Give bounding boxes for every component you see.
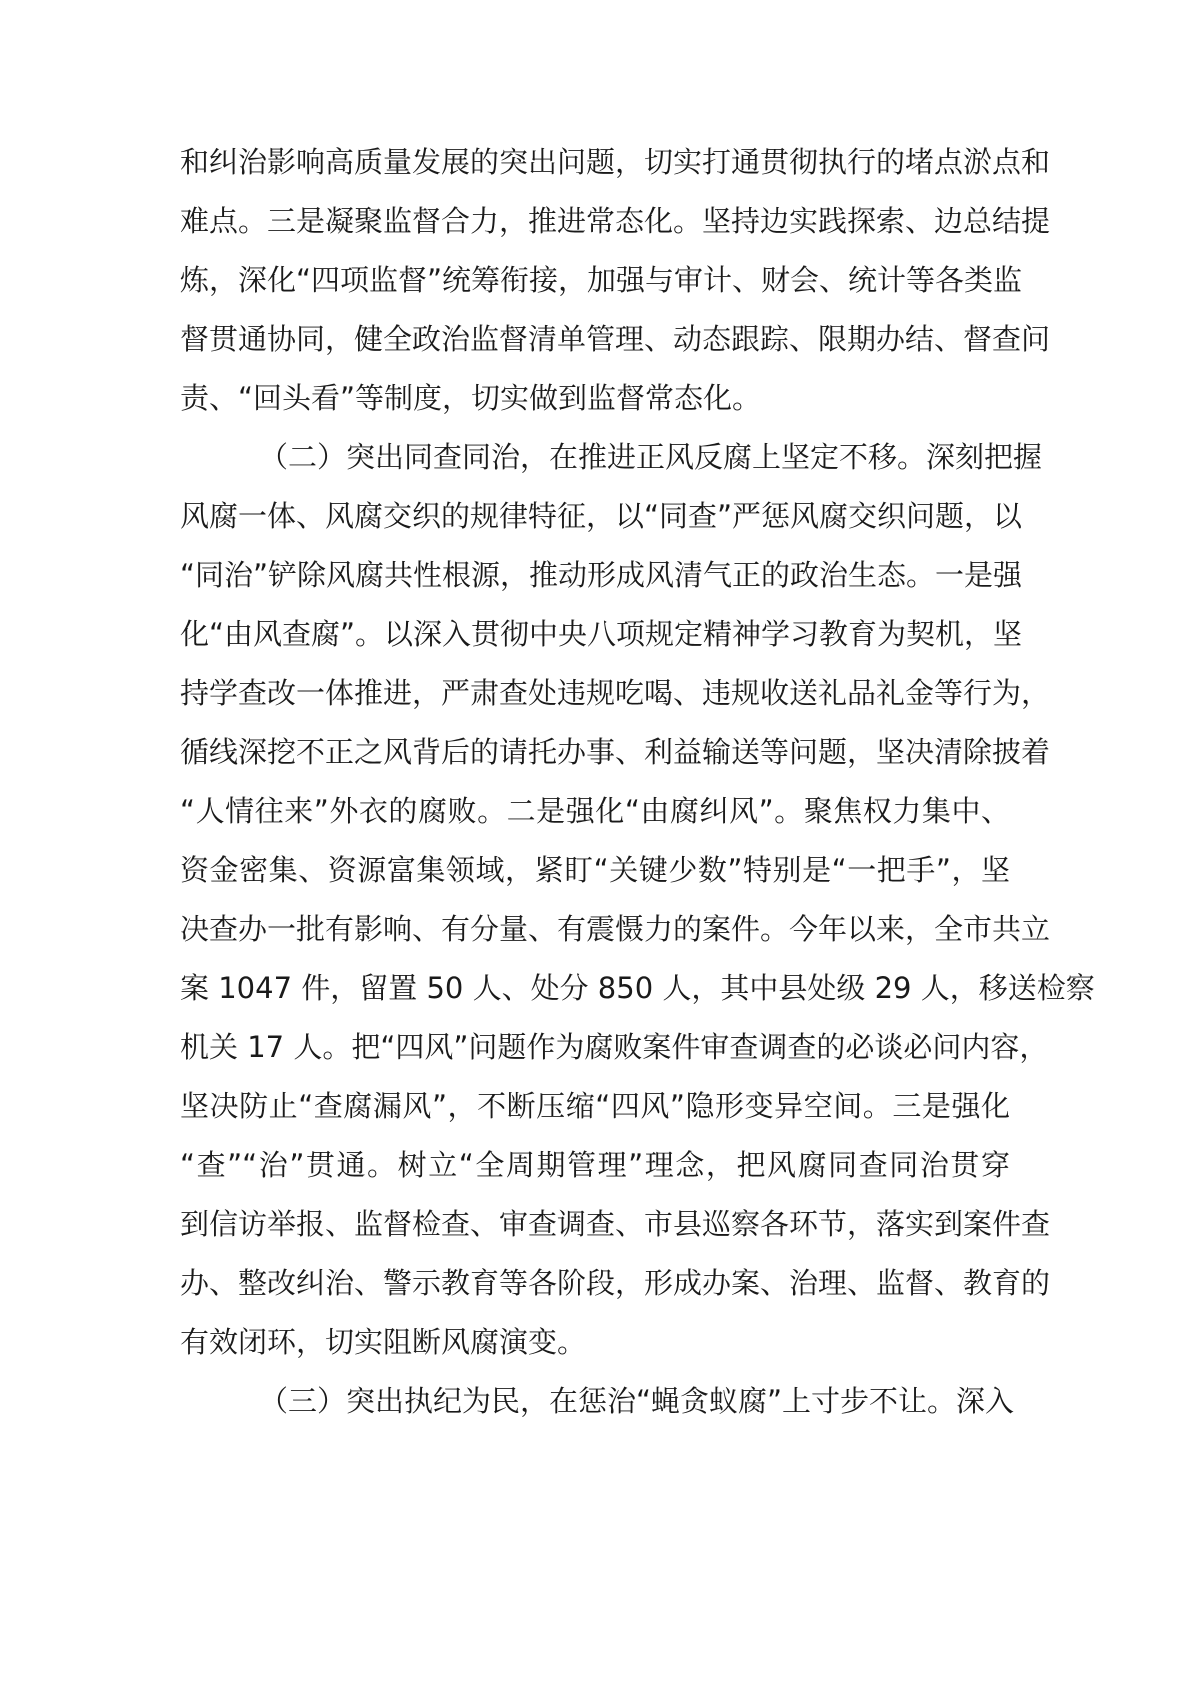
body-line: 决查办一批有影响、有分量、有震慑力的案件。今年以来，全市共立 (180, 912, 1051, 946)
body-line: 化“由风查腐”。以深入贯彻中央八项规定精神学习教育为契机，坚 (180, 617, 1023, 651)
body-line: 案 1047 件，留置 50 人、处分 850 人，其中县处级 29 人，移送检察 (180, 971, 1095, 1005)
body-line: 办、整改纠治、警示教育等各阶段，形成办案、治理、监督、教育的 (180, 1266, 1051, 1300)
body-line: 到信访举报、监督检查、审查调查、市县巡察各环节，落实到案件查 (180, 1207, 1051, 1241)
body-line: 持学查改一体推进，严肃查处违规吃喝、违规收送礼品礼金等行为， (180, 676, 1051, 710)
body-line: 和纠治影响高质量发展的突出问题，切实打通贯彻执行的堵点淤点和 (180, 145, 1051, 179)
body-line: “同治”铲除风腐共性根源，推动形成风清气正的政治生态。一是强 (180, 558, 1023, 592)
body-line: 督贯通协同，健全政治监督清单管理、动态跟踪、限期办结、督查问 (180, 322, 1051, 356)
body-line: 资金密集、资源富集领域，紧盯“关键少数”特别是“一把手”，坚 (180, 853, 1010, 887)
body-line: 机关 17 人。把“四风”问题作为腐败案件审查调查的必谈必问内容， (180, 1030, 1049, 1064)
body-line: 风腐一体、风腐交织的规律特征，以“同查”严惩风腐交织问题，以 (180, 499, 1023, 533)
body-line: “人情往来”外衣的腐败。二是强化“由腐纠风”。聚焦权力集中、 (180, 794, 1010, 828)
section-heading-3: （三）突出执纪为民，在惩治“蝇贪蚁腐”上寸步不让。深入 (259, 1384, 1015, 1418)
body-line: 坚决防止“查腐漏风”，不断压缩“四风”隐形变异空间。三是强化 (180, 1089, 1010, 1123)
body-line: 有效闭环，切实阻断风腐演变。 (180, 1325, 587, 1359)
section-heading-2: （二）突出同查同治，在推进正风反腐上坚定不移。深刻把握 (259, 440, 1043, 474)
body-line: 责、“回头看”等制度，切实做到监督常态化。 (180, 381, 762, 415)
body-line: 难点。三是凝聚监督合力，推进常态化。坚持边实践探索、边总结提 (180, 204, 1051, 238)
body-line: 循线深挖不正之风背后的请托办事、利益输送等问题，坚决清除披着 (180, 735, 1051, 769)
body-line: 炼，深化“四项监督”统筹衔接，加强与审计、财会、统计等各类监 (180, 263, 1023, 297)
body-line: “查”“治”贯通。树立“全周期管理”理念，把风腐同查同治贯穿 (180, 1148, 1010, 1182)
